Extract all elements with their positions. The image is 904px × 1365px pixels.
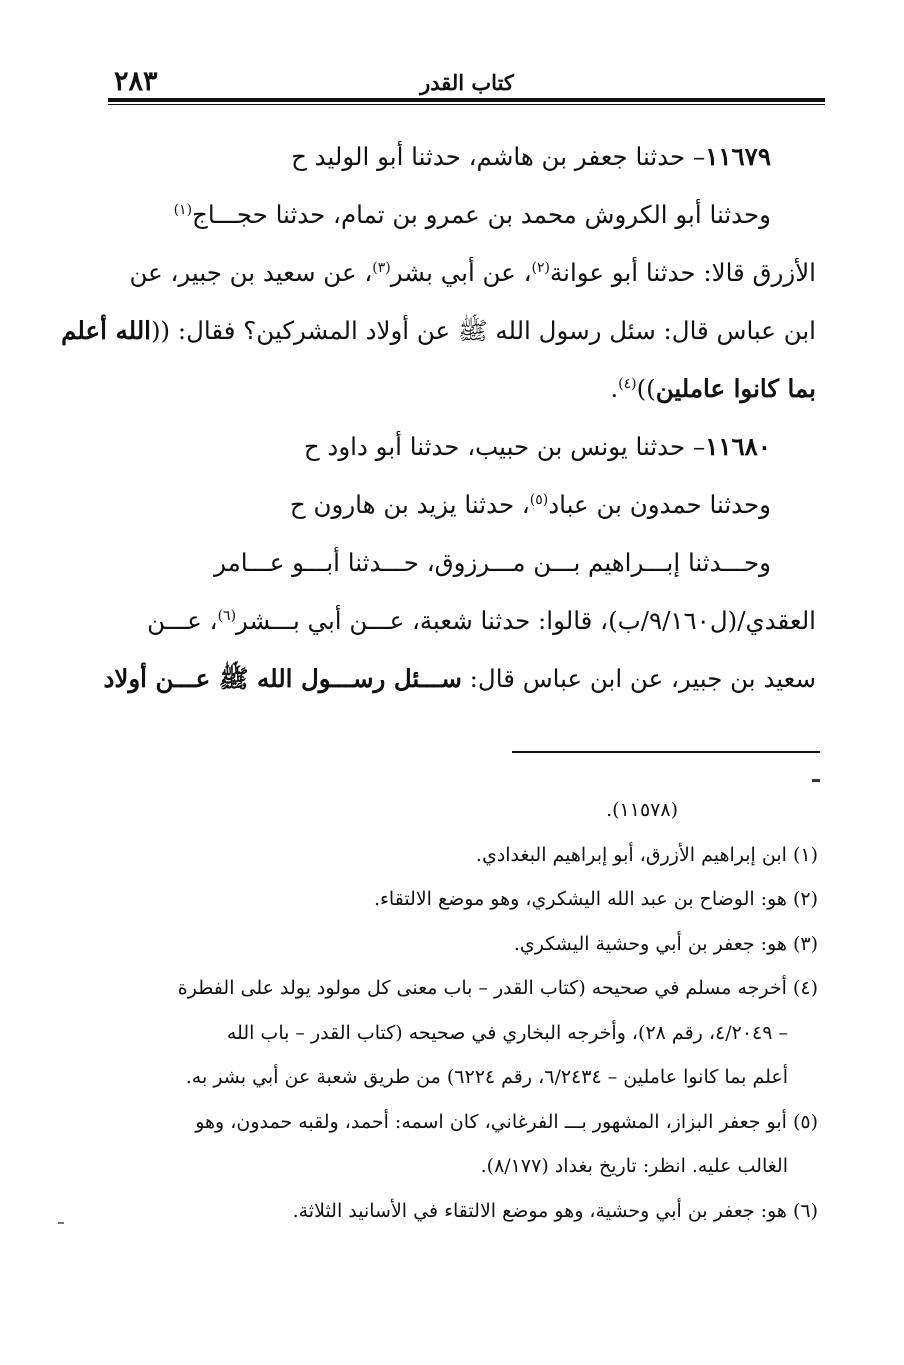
text-run: ، عـــن: [147, 606, 218, 635]
text-run: )): [636, 374, 656, 403]
prophetic-words: بما كانوا عاملين: [655, 374, 816, 403]
margin-mark: [58, 1222, 64, 1224]
hadith-11680-line-1: [104, 418, 816, 476]
hadith-11680-line-3: [104, 534, 816, 592]
text-run: سعيد بن جبير، عن ابن عباس قال:: [461, 664, 816, 693]
text-run: ابن عباس قال: سئل رسول الله ﷺ عن أولاد المشركين؟ فقال: ((: [150, 316, 816, 345]
text-run: – حدثنا يونس بن حبيب، حدثنا أبو داود ح: [303, 432, 706, 461]
footnote-ref: (٢): [531, 259, 550, 276]
hadith-11679-line-1: [104, 128, 816, 186]
text-run: ، حدثنا يزيد بن هارون ح: [289, 490, 530, 519]
header-rule-thick: [108, 98, 825, 102]
hadith-11680-line-2: [104, 476, 816, 534]
text-run: وحدثنا أبو الكروش محمد بن عمرو بن تمام، حدثنا حجـــاج: [192, 200, 771, 229]
running-title: كتاب القدر: [420, 70, 514, 95]
footnote-ref: (٦): [217, 607, 237, 624]
footnote-continuation: (١١٥٧٨).: [606, 799, 678, 821]
prophetic-words: الله أعلم: [61, 316, 151, 345]
footnote-4-cont: أعلم بما كانوا عاملين – ٦/٢٤٣٤، رقم ٦٢٢٤) من طريق شعبة عن أبي بشر به.: [185, 1066, 788, 1088]
hadith-11679-line-2: [104, 186, 816, 244]
footnotes: [102, 788, 818, 1233]
text-run: ، عن أبي بشر: [390, 258, 532, 287]
footnote-3: (٣) هو: جعفر بن أبي وحشية اليشكري.: [513, 932, 818, 955]
text-run: وحـــدثنا إبـــراهيم بـــن مـــرزوق، حـــدثنا أبـــو عـــامر: [214, 548, 771, 577]
text-run: .: [610, 374, 619, 403]
text-run: الأزرق قالا: حدثنا أبو عوانة: [549, 258, 816, 287]
footnote-ref: (٣): [372, 259, 391, 276]
text-run: ، عن سعيد بن جبير، عن: [129, 258, 373, 287]
text-run: – حدثنا جعفر بن هاشم، حدثنا أبو الوليد ح: [291, 142, 706, 171]
prophetic-words: ســـئل رســـول الله ﷺ عـــن أولاد: [103, 664, 462, 693]
footnote-5-cont: الغالب عليه. انظر: تاريخ بغداد (٨/١٧٧).: [480, 1155, 788, 1177]
hadith-11680-line-5: [104, 650, 816, 708]
footnote-4: (٤) أخرجه مسلم في صحيحه (كتاب القدر – باب معنى كل مولود يولد على الفطرة: [177, 977, 818, 999]
hadith-11680-line-4: [104, 592, 816, 650]
page-number: ٢٨٣: [114, 66, 158, 97]
main-text: [61, 128, 816, 708]
hadith-number: ١١٦٨٠: [705, 432, 771, 461]
header-rule-thin: [108, 104, 825, 105]
hadith-11679-line-5: [104, 360, 816, 418]
footnote-1: (١) ابن إبراهيم الأزرق، أبو إبراهيم البغدادي.: [475, 843, 818, 866]
footnote-6: (٦) هو: جعفر بن أبي وحشية، وهو موضع الالتقاء في الأسانيد الثلاثة.: [292, 1199, 818, 1222]
footnote-mark: [812, 779, 820, 782]
hadith-number: ١١٦٧٩: [705, 142, 771, 171]
text-run: وحدثنا حمدون بن عباد: [548, 490, 771, 519]
footnote-ref: (١): [173, 201, 193, 218]
footnote-ref: (٥): [529, 491, 549, 508]
hadith-11679-line-3: [104, 244, 816, 302]
footnote-ref: (٤): [618, 375, 637, 392]
footnote-separator: [512, 751, 820, 753]
page-header: [110, 66, 824, 100]
footnote-2: (٢) هو: الوضاح بن عبد الله اليشكري، وهو موضع الالتقاء.: [373, 888, 818, 910]
hadith-11679-line-4: [61, 302, 816, 360]
footnote-5: (٥) أبو جعفر البزاز، المشهور بـــ الفرغاني، كان اسمه: أحمد، ولقبه حمدون، وهو: [195, 1110, 818, 1133]
text-run: العقدي/(ل٩/١٦٠/ب)، قالوا: حدثنا شعبة، عـــن أبي بـــشر: [236, 606, 816, 635]
footnote-4-cont: – ٤/٢٠٤٩، رقم ٢٨)، وأخرجه البخاري في صحيحه (كتاب القدر – باب الله: [226, 1021, 788, 1044]
